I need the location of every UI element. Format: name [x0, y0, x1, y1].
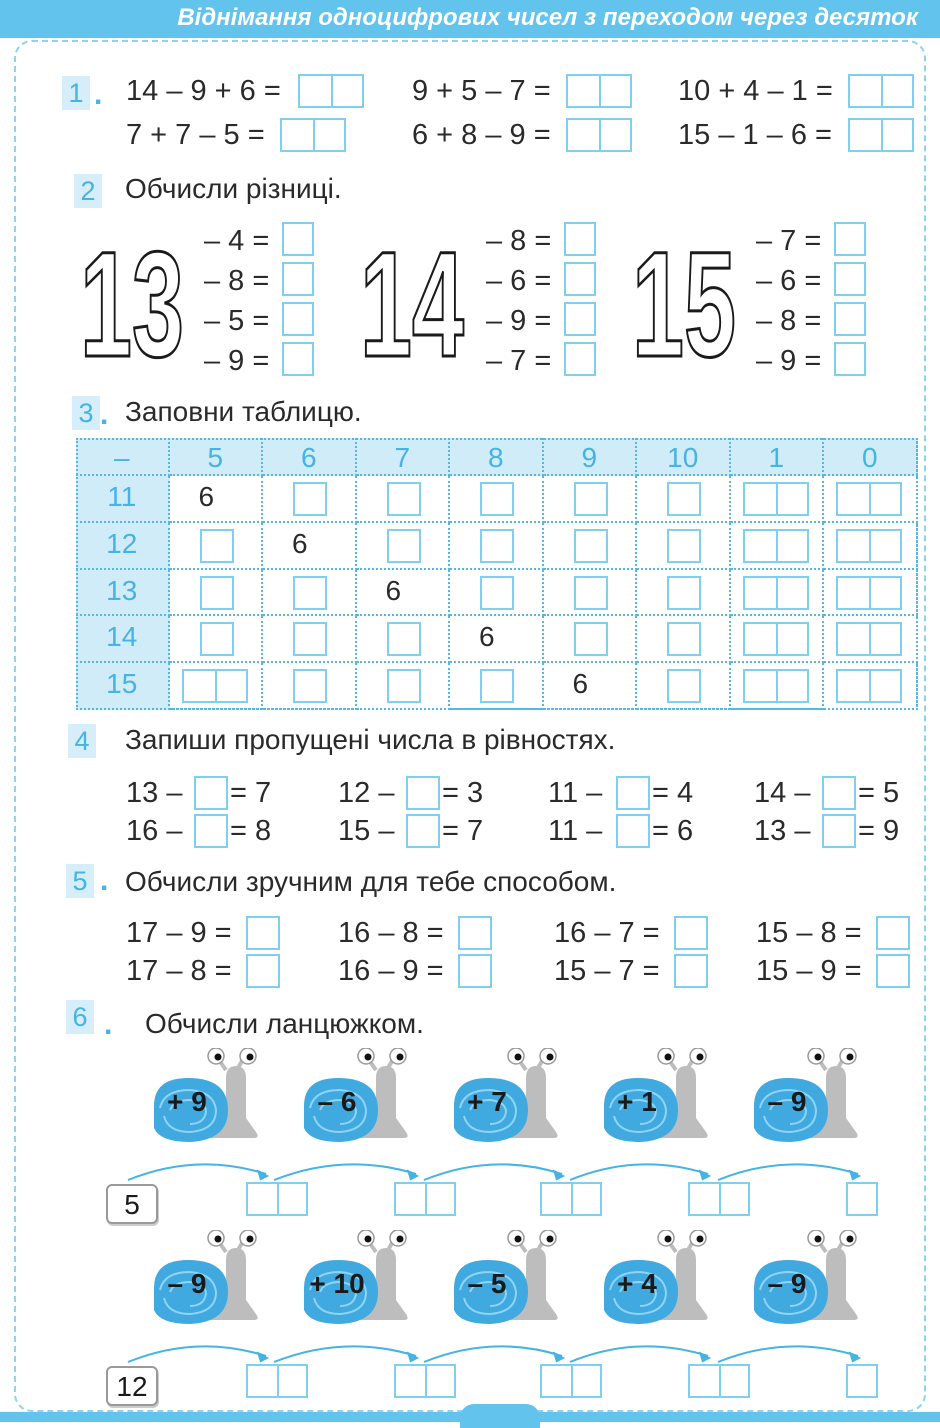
exercise-1-number: 1	[62, 76, 90, 110]
table-column-header: 9	[544, 438, 638, 476]
operation-label: + 1	[617, 1086, 657, 1117]
equation-start: 13 –	[126, 777, 183, 809]
table-column-header: 1	[731, 438, 825, 476]
answer-box[interactable]	[834, 302, 866, 336]
expression: 15 – 1 – 6 =	[678, 119, 832, 151]
answer-box[interactable]	[674, 954, 708, 988]
answer-box[interactable]	[566, 118, 632, 152]
given-value: 6	[572, 668, 589, 700]
operation-label: + 7	[467, 1086, 507, 1117]
answer-box[interactable]	[282, 262, 314, 296]
answer-box[interactable]	[282, 342, 314, 376]
chain-start-number: 12	[106, 1366, 158, 1406]
operation-label: – 9	[767, 1268, 807, 1299]
subtrahend-expression: – 5 =	[204, 305, 270, 337]
expression: 14 – 9 + 6 =	[126, 75, 281, 107]
operation-label: – 9	[167, 1268, 207, 1299]
subtrahend-expression: – 9 =	[486, 305, 552, 337]
expression: 10 + 4 – 1 =	[678, 75, 833, 107]
answer-box[interactable]	[564, 302, 596, 336]
chain-answer-box[interactable]	[846, 1182, 878, 1216]
snail-operation	[300, 1048, 410, 1148]
expression: 6 + 8 – 9 =	[412, 119, 551, 151]
table-row-header: 14	[76, 616, 170, 663]
exercise-3-title: Заповни таблицю.	[125, 396, 362, 427]
expression: 17 – 8 =	[126, 955, 232, 987]
exercise-6-title: Обчисли ланцюжком.	[145, 1008, 424, 1039]
exercise-3-dot: .	[100, 398, 109, 431]
equation-end: = 9	[858, 815, 900, 847]
missing-number-box[interactable]	[822, 776, 856, 810]
svg-text:13: 13	[80, 228, 184, 364]
chain-answer-box[interactable]	[246, 1364, 308, 1398]
table-column-header: 7	[357, 438, 451, 476]
exercise-5-number: 5	[66, 864, 94, 898]
table-row-header: 11	[76, 476, 170, 523]
answer-box[interactable]	[282, 302, 314, 336]
table-column-header: 10	[637, 438, 731, 476]
page-title: Віднімання одноцифрових чисел з переходом через десяток	[177, 4, 918, 31]
equation-start: 15 –	[338, 815, 395, 847]
operation-label: – 9	[767, 1086, 807, 1117]
answer-box[interactable]	[458, 916, 492, 950]
subtrahend-expression: – 9 =	[204, 345, 270, 377]
snail-operation	[300, 1230, 410, 1330]
equation-end: = 7	[230, 777, 272, 809]
chain-answer-box[interactable]	[540, 1364, 602, 1398]
missing-number-box[interactable]	[822, 814, 856, 848]
answer-box[interactable]	[876, 954, 910, 988]
subtrahend-expression: – 8 =	[486, 225, 552, 257]
equation-end: = 7	[442, 815, 484, 847]
snail-operation	[150, 1230, 260, 1330]
equation-start: 11 –	[548, 815, 603, 847]
missing-number-box[interactable]	[616, 776, 650, 810]
subtrahend-expression: – 8 =	[204, 265, 270, 297]
expression: 15 – 9 =	[756, 955, 862, 987]
answer-box[interactable]	[564, 342, 596, 376]
missing-number-box[interactable]	[406, 776, 440, 810]
chain-answer-box[interactable]	[688, 1364, 750, 1398]
answer-box[interactable]	[564, 222, 596, 256]
exercise-2-title: Обчисли різниці.	[125, 173, 342, 204]
given-value: 6	[291, 527, 308, 559]
equation-start: 14 –	[754, 777, 811, 809]
table-column-header: 0	[824, 438, 918, 476]
missing-number-box[interactable]	[194, 814, 228, 848]
expression: 15 – 7 =	[554, 955, 660, 987]
answer-box[interactable]	[564, 262, 596, 296]
svg-text:14: 14	[360, 228, 464, 364]
minuend-outline-number	[628, 228, 740, 364]
expression: 16 – 9 =	[338, 955, 444, 987]
answer-box[interactable]	[876, 916, 910, 950]
subtrahend-expression: – 6 =	[756, 265, 822, 297]
exercise-3-number: 3	[72, 396, 100, 430]
equation-start: 12 –	[338, 777, 395, 809]
answer-box[interactable]	[848, 74, 914, 108]
exercise-5-title: Обчисли зручним для тебе способом.	[125, 866, 617, 897]
chain-answer-box[interactable]	[688, 1182, 750, 1216]
subtrahend-expression: – 8 =	[756, 305, 822, 337]
operation-label: + 9	[167, 1086, 207, 1117]
answer-box[interactable]	[566, 74, 632, 108]
table-column-header: 5	[170, 438, 264, 476]
exercise-6-number: 6	[66, 1000, 94, 1034]
page-header	[0, 0, 940, 38]
equation-start: 16 –	[126, 815, 183, 847]
answer-box[interactable]	[298, 74, 364, 108]
answer-box[interactable]	[458, 954, 492, 988]
exercise-4-title: Запиши пропущені числа в рівностях.	[125, 724, 616, 755]
table-border	[76, 438, 918, 710]
table-row-header: 15	[76, 663, 170, 710]
equation-end: = 6	[652, 815, 694, 847]
equation-end: = 5	[858, 777, 900, 809]
answer-box[interactable]	[282, 222, 314, 256]
table-row-header: 13	[76, 570, 170, 617]
answer-box[interactable]	[834, 222, 866, 256]
operation-label: – 5	[467, 1268, 507, 1299]
subtrahend-expression: – 9 =	[756, 345, 822, 377]
equation-end: = 8	[230, 815, 272, 847]
table-row-header: 12	[76, 523, 170, 570]
missing-number-box[interactable]	[406, 814, 440, 848]
missing-number-box[interactable]	[616, 814, 650, 848]
exercise-1-dot: .	[94, 78, 103, 111]
operation-label: – 6	[317, 1086, 357, 1117]
minuend-outline-number	[76, 228, 188, 364]
snail-operation	[600, 1230, 710, 1330]
expression: 17 – 9 =	[126, 917, 232, 949]
operation-label: + 10	[309, 1268, 365, 1299]
chain-answer-box[interactable]	[246, 1182, 308, 1216]
expression: 7 + 7 – 5 =	[126, 119, 265, 151]
expression: 9 + 5 – 7 =	[412, 75, 551, 107]
subtrahend-expression: – 4 =	[204, 225, 270, 257]
snail-operation	[450, 1230, 560, 1330]
chain-answer-box[interactable]	[394, 1364, 456, 1398]
subtrahend-expression: – 6 =	[486, 265, 552, 297]
answer-box[interactable]	[280, 118, 346, 152]
given-value: 6	[478, 621, 495, 653]
answer-box[interactable]	[674, 916, 708, 950]
minuend-outline-number	[356, 228, 468, 364]
answer-box[interactable]	[848, 118, 914, 152]
snail-operation	[450, 1048, 560, 1148]
answer-box[interactable]	[246, 954, 280, 988]
expression: 16 – 7 =	[554, 917, 660, 949]
exercise-5-dot: .	[100, 864, 109, 897]
answer-box[interactable]	[834, 262, 866, 296]
equation-end: = 4	[652, 777, 694, 809]
chain-start-number: 5	[106, 1184, 158, 1224]
answer-box[interactable]	[246, 916, 280, 950]
exercise-6-dot: .	[104, 1008, 113, 1041]
expression: 15 – 8 =	[756, 917, 862, 949]
snail-operation	[750, 1230, 860, 1330]
exercise-2-number: 2	[74, 174, 102, 208]
operation-label: + 4	[617, 1268, 657, 1299]
given-value: 6	[385, 574, 402, 606]
snail-operation	[150, 1048, 260, 1148]
chain-answer-box[interactable]	[846, 1364, 878, 1398]
equation-end: = 3	[442, 777, 484, 809]
subtrahend-expression: – 7 =	[756, 225, 822, 257]
given-value: 6	[198, 481, 215, 512]
chain-answer-box[interactable]	[540, 1182, 602, 1216]
missing-number-box[interactable]	[194, 776, 228, 810]
exercise-4-number: 4	[68, 724, 96, 758]
snail-operation	[600, 1048, 710, 1148]
chain-arrows	[0, 1148, 940, 1188]
table-corner: –	[76, 438, 170, 476]
table-column-header: 6	[263, 438, 357, 476]
subtrahend-expression: – 7 =	[486, 345, 552, 377]
equation-start: 11 –	[548, 777, 603, 809]
equation-start: 13 –	[754, 815, 811, 847]
chain-arrows	[0, 1330, 940, 1370]
answer-box[interactable]	[834, 342, 866, 376]
footer-bar	[0, 1412, 940, 1422]
table-column-header: 8	[450, 438, 544, 476]
expression: 16 – 8 =	[338, 917, 444, 949]
svg-text:15: 15	[632, 228, 736, 364]
chain-answer-box[interactable]	[394, 1182, 456, 1216]
snail-operation	[750, 1048, 860, 1148]
